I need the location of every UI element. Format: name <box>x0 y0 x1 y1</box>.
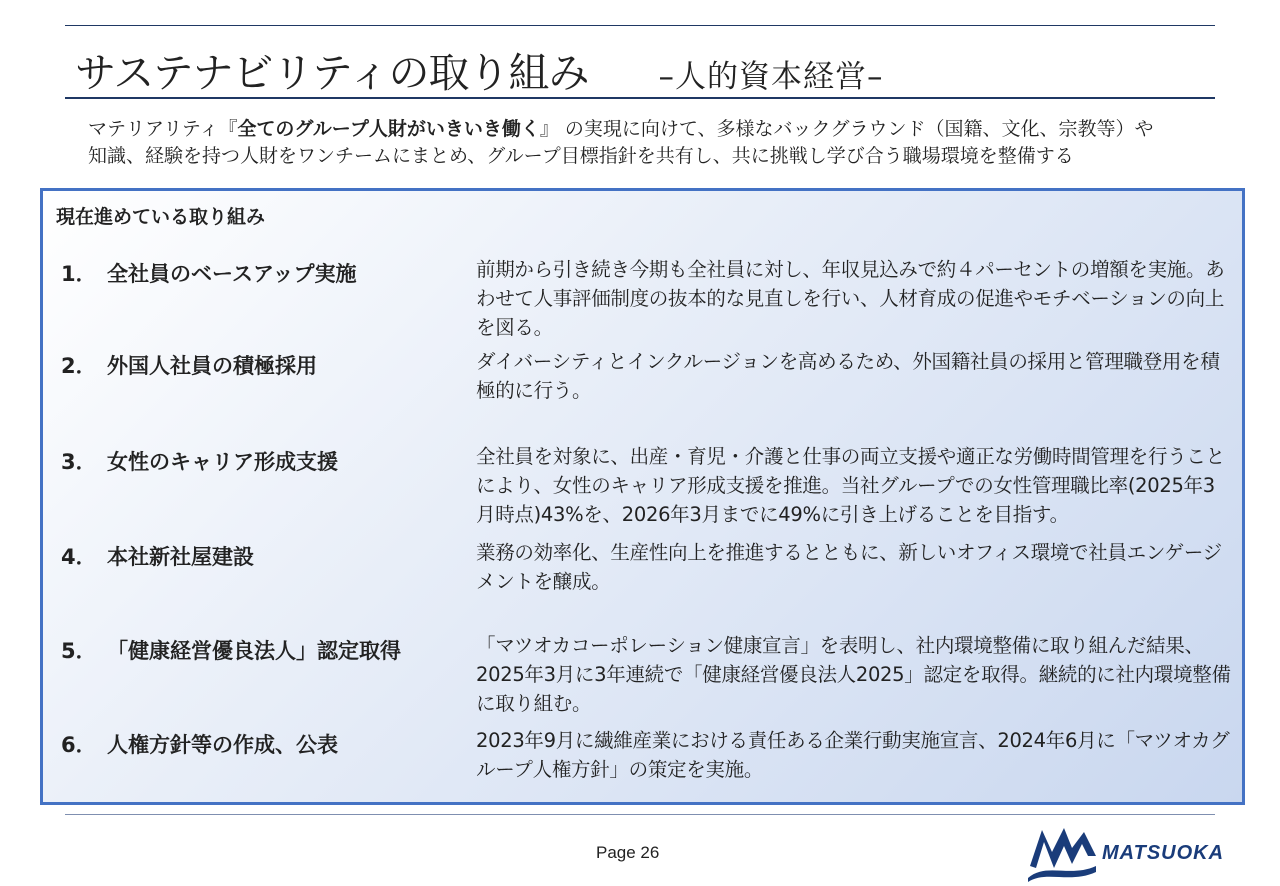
item-6-number: 6． <box>61 733 97 757</box>
item-3-desc: 全社員を対象に、出産・育児・介護と仕事の両立支援や適正な労働時間管理を行うことにより、女性のキャリア形成支援を推進。当社グループでの女性管理職比率(2025年3月時点)43%を、2026年3月までに49%に引き上げることを目指す。 <box>476 445 1225 526</box>
item-6-title <box>61 729 338 759</box>
item-6-desc: 2023年9月に繊維産業における責任ある企業行動実施宣言、2024年6月に「マツオカグループ人権方針」の策定を実施。 <box>476 729 1230 781</box>
initiatives-box <box>40 188 1245 805</box>
item-5-desc: 「マツオカコーポレーション健康宣言」を表明し、社内環境整備に取り組んだ結果、2025年3月に3年連続で「健康経営優良法人2025」認定を取得。継続的に社内環境整備に取り組む。 <box>476 634 1231 715</box>
logo-text: MATSUOKA <box>1102 842 1225 864</box>
title-main: サステナビリティの取り組み <box>75 49 589 97</box>
intro-line-1-pre: マテリアリティ『 <box>88 118 238 140</box>
item-4-title-text: 本社新社屋建設 <box>107 545 254 569</box>
item-1-desc: 前期から引き続き今期も全社員に対し、年収見込みで約４パーセントの増額を実施。あわせて人事評価制度の抜本的な見直しを行い、人材育成の促進やモチベーションの向上を図る。 <box>476 258 1225 339</box>
item-3-title-text: 女性のキャリア形成支援 <box>107 450 338 474</box>
item-3-title <box>61 446 338 476</box>
item-1-title-text: 全社員のベースアップ実施 <box>107 262 357 286</box>
intro-line-1 <box>88 116 1208 143</box>
item-5-number: 5． <box>61 639 97 663</box>
title-rule <box>65 97 1215 99</box>
title-subtitle: –人的資本経営– <box>658 59 884 95</box>
intro-line-2: 知識、経験を持つ人財をワンチームにまとめ、グループ目標指針を共有し、共に挑戦し学び合う職場環境を整備する <box>88 145 1074 167</box>
item-1-number: 1． <box>61 262 97 286</box>
item-3-number: 3． <box>61 450 97 474</box>
item-2-number: 2． <box>61 354 97 378</box>
item-5-title-text: 「健康経営優良法人」認定取得 <box>107 639 401 663</box>
item-6-title-text: 人権方針等の作成、公表 <box>107 733 338 757</box>
page-title <box>75 40 883 99</box>
intro-text <box>88 116 1208 170</box>
intro-line-1-bold: 全てのグループ人財がいきいき働く <box>237 118 540 140</box>
item-2-title <box>61 350 317 380</box>
page-number: Page 26 <box>596 843 660 862</box>
top-rule <box>65 25 1215 26</box>
footer-rule <box>65 814 1215 815</box>
item-2-title-text: 外国人社員の積極採用 <box>107 354 317 378</box>
item-4-desc: 業務の効率化、生産性向上を推進するとともに、新しいオフィス環境で社員エンゲージメントを醸成。 <box>476 541 1222 593</box>
box-heading: 現在進めている取り組み <box>56 206 266 228</box>
intro-line-1-post: 』 の実現に向けて、多様なバックグラウンド（国籍、文化、宗教等）や <box>539 118 1154 140</box>
item-2-desc: ダイバーシティとインクルージョンを高めるため、外国籍社員の採用と管理職登用を積極的に行う。 <box>476 350 1220 402</box>
item-5-title <box>61 635 401 665</box>
item-4-title <box>61 541 254 571</box>
item-1-title <box>61 258 356 288</box>
item-4-number: 4． <box>61 545 97 569</box>
